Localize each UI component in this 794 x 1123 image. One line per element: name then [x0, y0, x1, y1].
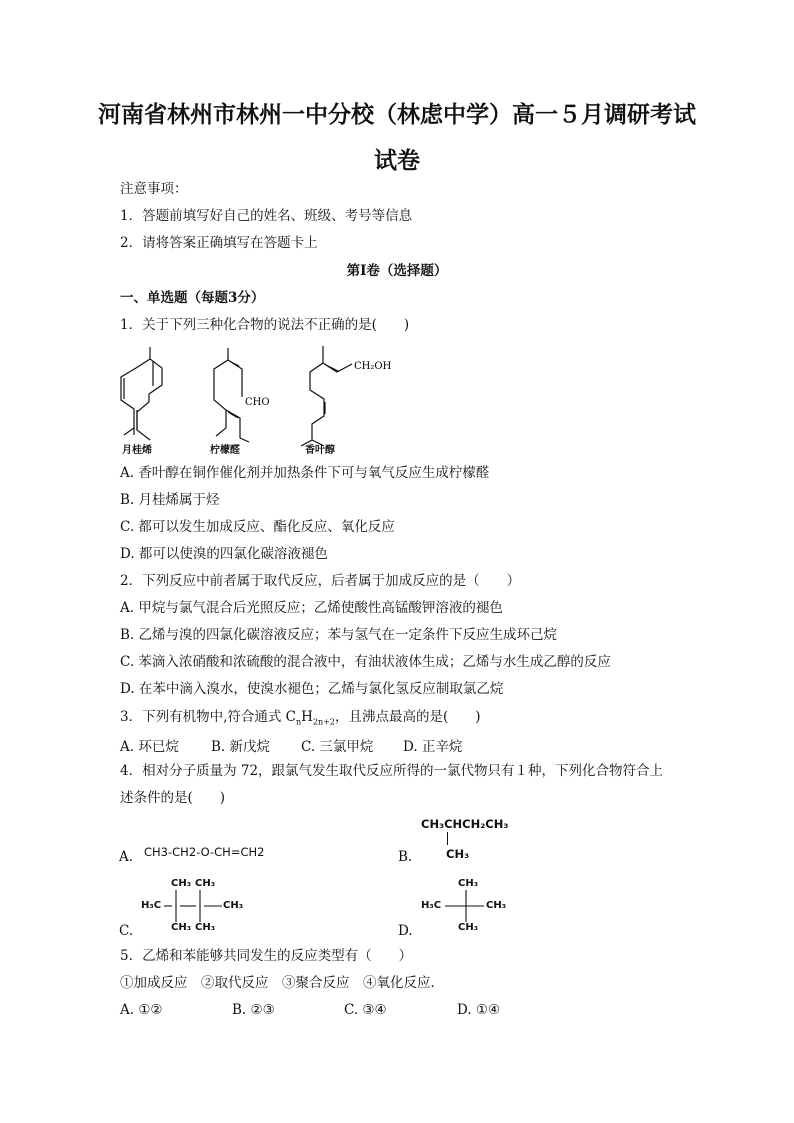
volume-title: 第I卷（选择题）	[346, 263, 448, 279]
q4-option-b-bottom: CH₃	[446, 847, 470, 861]
q3-stem-mid: H	[301, 709, 313, 725]
q4-option-b-label: B.	[398, 849, 413, 865]
q4-option-c-top1: CH₃	[171, 878, 192, 889]
q3-sub-n: n	[296, 717, 302, 727]
q3-stem	[120, 709, 481, 731]
q4-option-d-bonds	[420, 876, 500, 936]
q1-group-ch2oh: CH₂OH	[354, 361, 392, 372]
q4-option-c-label: C.	[119, 923, 134, 939]
q4-option-c-bot2: CH₃	[195, 922, 216, 933]
q1-group-cho: CHO	[245, 397, 270, 408]
notes-item-2: 2．请将答案正确填写在答题卡上	[120, 235, 318, 251]
q3-sub-2n2: 2n+2	[312, 717, 335, 727]
q2-stem: 2．下列反应中前者属于取代反应，后者属于加成反应的是（ ）	[120, 573, 521, 589]
q4-stem-line1: 4．相对分子质量为 72，跟氯气发生取代反应所得的一氯代物只有１种，下列化合物符合上	[120, 763, 664, 779]
q2-option-a: A. 甲烷与氯气混合后光照反应；乙烯使酸性高锰酸钾溶液的褪色	[120, 600, 503, 616]
q5-option-d: D. ①④	[457, 1002, 501, 1018]
q2-option-b: B. 乙烯与溴的四氯化碳溶液反应；苯与氢气在一定条件下反应生成环己烷	[120, 627, 558, 643]
q3-option-d: D. 正辛烷	[403, 739, 463, 755]
q5-stem: 5．乙烯和苯能够共同发生的反应类型有（ ）	[120, 948, 413, 964]
q1-molecule-name-2: 柠檬醛	[210, 445, 240, 456]
q4-option-d-label: D.	[398, 923, 413, 939]
q3-stem-prefix: 3．下列有机物中,符合通式 C	[120, 709, 297, 725]
q5-option-c: C. ③④	[344, 1002, 387, 1018]
q4-stem-line2: 述条件的是( )	[120, 790, 226, 806]
q4-option-c-right: CH₃	[223, 900, 244, 911]
q4-option-d-left: H₃C	[421, 900, 442, 911]
q1-structures	[112, 342, 412, 454]
q5-option-a: A. ①②	[120, 1002, 163, 1018]
notes-item-1: 1．答题前填写好自己的姓名、班级、考号等信息	[120, 208, 413, 224]
q1-stem: 1．关于下列三种化合物的说法不正确的是( )	[120, 317, 410, 333]
section-title: 一、单选题（每题3分）	[120, 290, 265, 306]
q4-option-c-bonds	[140, 876, 240, 936]
q4-option-c-bot1: CH₃	[171, 922, 192, 933]
q3-stem-suffix: ，且沸点最高的是( )	[335, 709, 481, 725]
q1-molecule-name-1: 月桂烯	[122, 445, 152, 456]
q4-option-c-top2: CH₃	[195, 878, 216, 889]
page-title: 河南省林州市林州一中分校（林虑中学）高一５月调研考试	[98, 102, 696, 128]
q3-option-a: A. 环已烷	[120, 739, 179, 755]
q1-option-a: A. 香叶醇在铜作催化剂并加热条件下可与氧气反应生成柠檬醛	[120, 465, 490, 481]
q3-option-b: B. 新戊烷	[211, 739, 271, 755]
q2-option-c: C. 苯滴入浓硝酸和浓硫酸的混合液中，有油状液体生成；乙烯与水生成乙醇的反应	[120, 654, 611, 670]
page-title-line2: 试卷	[374, 148, 420, 174]
q4-option-a-formula: CH3-CH2-O-CH=CH2	[144, 845, 265, 859]
q1-option-c: C. 都可以发生加成反应、酯化反应、氧化反应	[120, 519, 395, 535]
q4-option-d-right: CH₃	[486, 900, 507, 911]
q1-option-d: D. 都可以使溴的四氯化碳溶液褪色	[120, 546, 328, 562]
q4-option-d-bottom: CH₃	[458, 922, 479, 933]
q2-option-d: D. 在苯中滴入溴水，使溴水褪色；乙烯与氯化氢反应制取氯乙烷	[120, 681, 504, 697]
q5-types: ①加成反应 ②取代反应 ③聚合反应 ④氧化反应．	[120, 975, 444, 991]
q4-option-a-label: A.	[119, 849, 134, 865]
q5-option-b: B. ②③	[232, 1002, 275, 1018]
q3-option-c: C. 三氯甲烷	[301, 739, 374, 755]
q4-option-b-top: CH₃CHCH₂CH₃	[421, 817, 509, 831]
notes-heading: 注意事项：	[120, 181, 188, 197]
q1-option-b: B. 月桂烯属于烃	[120, 492, 220, 508]
q1-molecule-name-3: 香叶醇	[305, 445, 335, 456]
q4-option-c-left: H₃C	[141, 900, 162, 911]
q4-option-b-bond	[447, 832, 448, 845]
q4-option-d-top: CH₃	[458, 878, 479, 889]
